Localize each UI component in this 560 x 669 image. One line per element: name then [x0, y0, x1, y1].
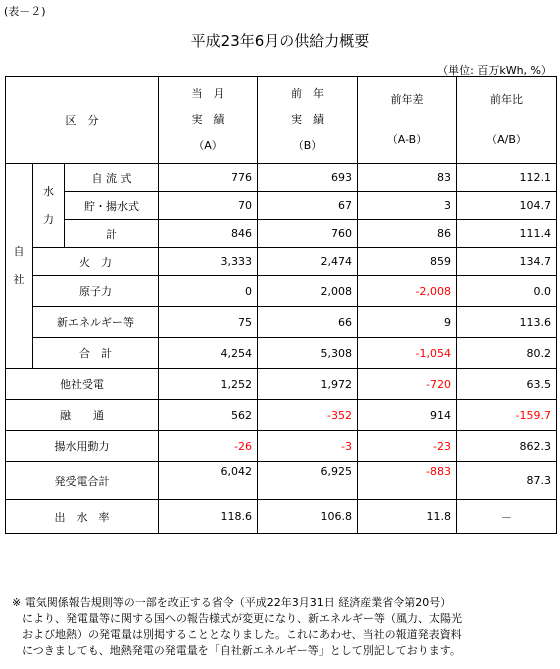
supply-table	[5, 76, 557, 534]
footnote-line: および地熱）の発電量は別掲することとなりました。これにあわせ、当社の報道発表資料	[22, 628, 462, 641]
cell-run-of-river-a: 776	[159, 164, 258, 192]
header-current-line1: 当 月	[191, 87, 225, 100]
label-new-energy: 新エネルギー等	[33, 307, 159, 338]
label-pumped-storage: 貯・揚水式	[65, 192, 159, 220]
label-run-of-river: 自 流 式	[65, 164, 159, 192]
table-row	[6, 400, 557, 431]
header-previous-line3: （B）	[292, 139, 323, 152]
cell-nuclear-b: 2,008	[258, 276, 358, 307]
label-nuclear: 原子力	[33, 276, 159, 307]
header-ratio	[457, 77, 557, 164]
cell-nuclear-a: 0	[159, 276, 258, 307]
cell-thermal-b: 2,474	[258, 248, 358, 276]
cell-water-flow-a: 118.6	[159, 500, 258, 534]
table-row	[6, 431, 557, 462]
label-water-flow-rate: 出 水 率	[6, 500, 159, 534]
cell-interchange-ratio: -159.7	[457, 400, 557, 431]
table-row	[6, 369, 557, 400]
cell-own-total-diff: -1,054	[358, 338, 457, 369]
cell-other-company-ratio: 63.5	[457, 369, 557, 400]
cell-pumping-power-ratio: 862.3	[457, 431, 557, 462]
cell-hydro-total-a: 846	[159, 220, 258, 248]
header-current-line2: 実 績	[191, 113, 225, 126]
label-pumping-power: 揚水用動力	[6, 431, 159, 462]
cell-pumped-diff: 3	[358, 192, 457, 220]
cell-nuclear-ratio: 0.0	[457, 276, 557, 307]
cell-nuclear-diff: -2,008	[358, 276, 457, 307]
label-hydro: 水 力	[33, 164, 65, 248]
cell-pumped-b: 67	[258, 192, 358, 220]
cell-other-company-a: 1,252	[159, 369, 258, 400]
table-row	[6, 338, 557, 369]
cell-new-energy-a: 75	[159, 307, 258, 338]
label-other-company: 他社受電	[6, 369, 159, 400]
header-current-line3: （A）	[193, 139, 223, 152]
cell-pumped-ratio: 104.7	[457, 192, 557, 220]
header-diff	[358, 77, 457, 164]
footnote-line: ※ 電気関係報告規則等の一部を改正する省令（平成22年3月31日 経済産業省令第20号）	[12, 596, 452, 609]
cell-hydro-total-ratio: 111.4	[457, 220, 557, 248]
table-row	[6, 220, 557, 248]
cell-run-of-river-ratio: 112.1	[457, 164, 557, 192]
cell-thermal-ratio: 134.7	[457, 248, 557, 276]
cell-water-flow-diff: 11.8	[358, 500, 457, 534]
cell-water-flow-b: 106.8	[258, 500, 358, 534]
cell-pumping-power-a: -26	[159, 431, 258, 462]
footnote-line: により、発電量等に関する国への報告様式が変更になり、新エネルギー等（風力、太陽光	[22, 612, 462, 625]
cell-pumping-power-b: -3	[258, 431, 358, 462]
table-row	[6, 164, 557, 192]
unit-note: （単位: 百万kWh, %）	[437, 64, 552, 77]
table-label: (表－２)	[4, 5, 46, 18]
header-previous	[258, 77, 358, 164]
supply-table-container	[5, 76, 557, 534]
label-interchange: 融 通	[6, 400, 159, 431]
cell-hydro-total-b: 760	[258, 220, 358, 248]
label-hydro-total: 計	[65, 220, 159, 248]
cell-hydro-total-diff: 86	[358, 220, 457, 248]
cell-grand-total-diff: -883	[358, 462, 457, 500]
page-title: 平成23年6月の供給力概要	[190, 32, 370, 50]
table-row	[6, 500, 557, 534]
label-own-company: 自 社	[6, 164, 33, 369]
header-diff-line1: 前年差	[390, 93, 424, 106]
cell-interchange-a: 562	[159, 400, 258, 431]
header-current	[159, 77, 258, 164]
header-diff-line2: （A-B）	[386, 133, 428, 146]
header-previous-line2: 実 績	[291, 113, 324, 126]
cell-water-flow-ratio: －	[457, 500, 557, 534]
cell-interchange-b: -352	[258, 400, 358, 431]
table-row	[6, 462, 557, 500]
header-section: 区 分	[6, 77, 159, 164]
cell-thermal-a: 3,333	[159, 248, 258, 276]
header-previous-line1: 前 年	[291, 87, 324, 100]
table-row	[6, 248, 557, 276]
header-ratio-line1: 前年比	[490, 93, 523, 106]
table-row	[6, 192, 557, 220]
table-row	[6, 276, 557, 307]
cell-grand-total-ratio: 87.3	[457, 462, 557, 500]
cell-new-energy-diff: 9	[358, 307, 457, 338]
cell-grand-total-b: 6,925	[258, 462, 358, 500]
cell-other-company-b: 1,972	[258, 369, 358, 400]
footnote-line: につきましても、地熱発電の発電量を「自社新エネルギー等」として別記しております。	[22, 644, 461, 657]
cell-other-company-diff: -720	[358, 369, 457, 400]
cell-pumped-a: 70	[159, 192, 258, 220]
cell-pumping-power-diff: -23	[358, 431, 457, 462]
footnote	[12, 595, 462, 659]
label-thermal: 火 力	[33, 248, 159, 276]
cell-new-energy-ratio: 113.6	[457, 307, 557, 338]
header-row	[6, 77, 557, 164]
cell-thermal-diff: 859	[358, 248, 457, 276]
cell-own-total-a: 4,254	[159, 338, 258, 369]
cell-new-energy-b: 66	[258, 307, 358, 338]
cell-grand-total-a: 6,042	[159, 462, 258, 500]
table-row	[6, 307, 557, 338]
cell-run-of-river-diff: 83	[358, 164, 457, 192]
cell-interchange-diff: 914	[358, 400, 457, 431]
cell-own-total-ratio: 80.2	[457, 338, 557, 369]
label-own-total: 合 計	[33, 338, 159, 369]
header-ratio-line2: （A/B）	[486, 133, 527, 146]
cell-own-total-b: 5,308	[258, 338, 358, 369]
label-grand-total: 発受電合計	[6, 462, 159, 500]
cell-run-of-river-b: 693	[258, 164, 358, 192]
